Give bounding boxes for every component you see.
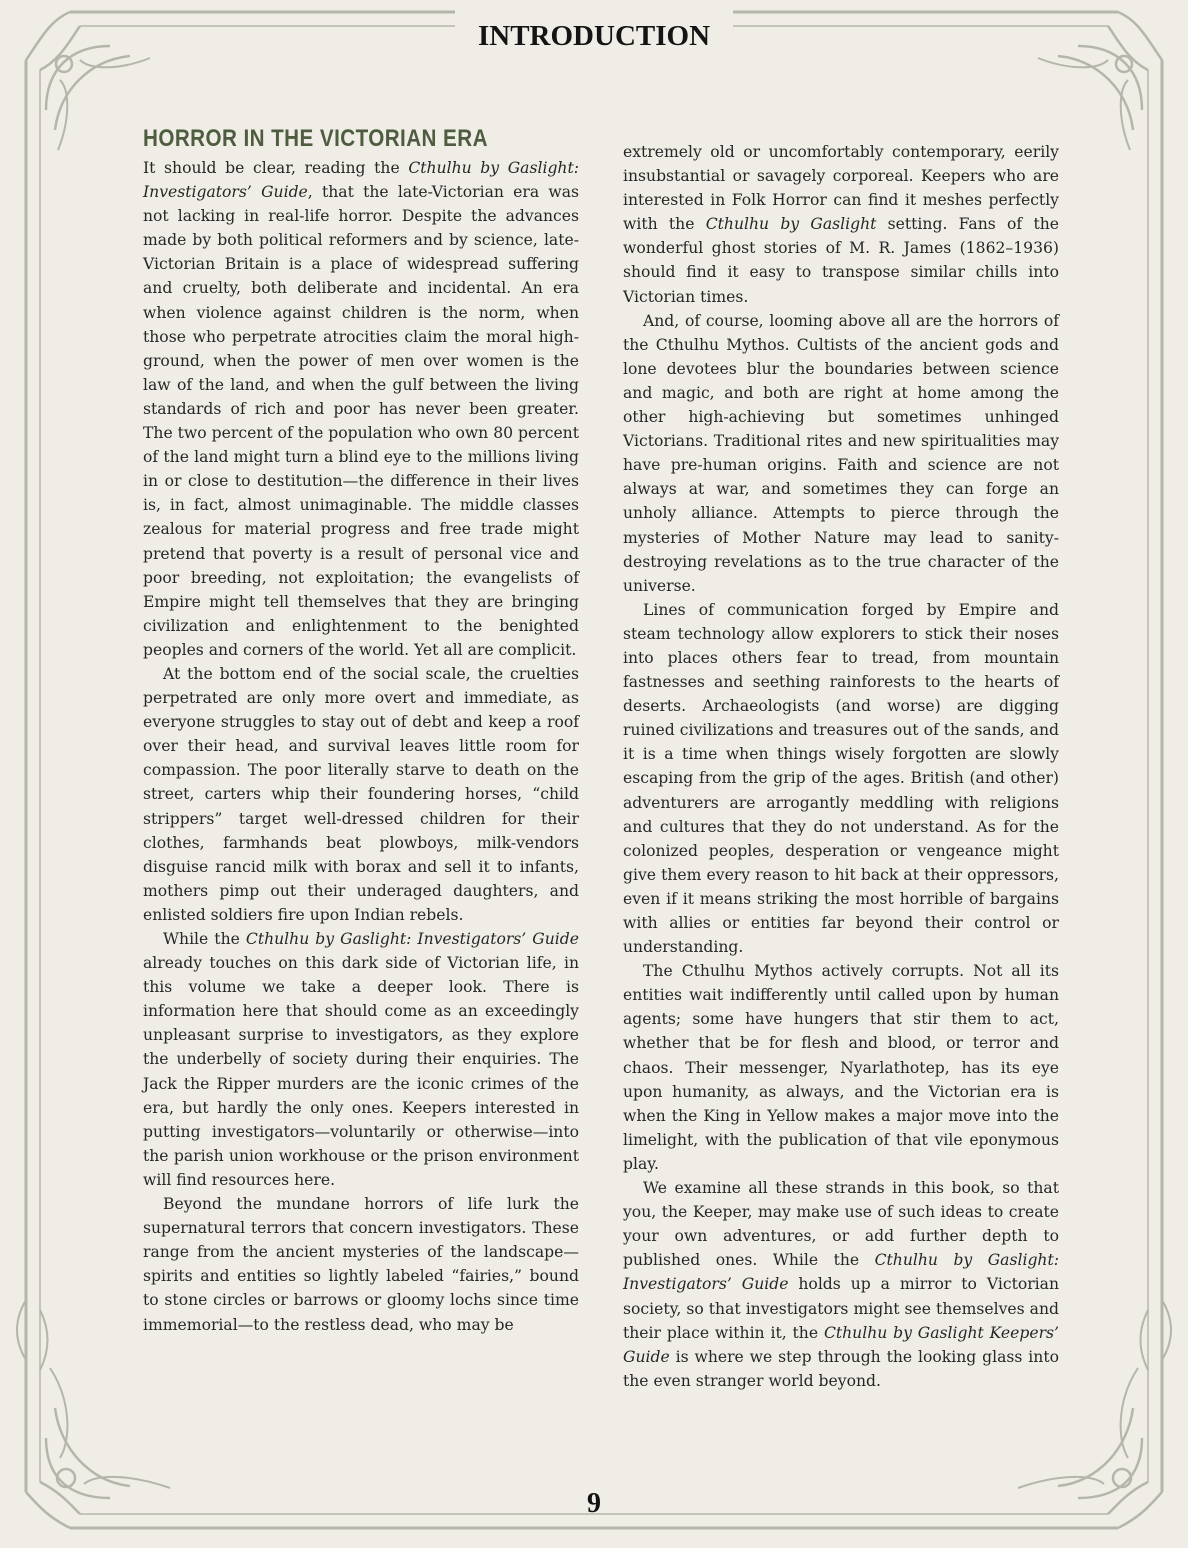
right-column bbox=[623, 140, 1059, 1393]
paragraph-1: It should be clear, reading the Cthulhu by Gaslight: Investigators’ Guide, that the late-Victorian era was not lacking in real-life horror. Despite the advances made by both political reformers and by science, late-Victorian Britain is a place of widespread suffering and cruelty, both deliberate and incidental. An era when violence against children is the norm, when those who perpetrate atrocities claim the moral high-ground, when the power of men over women is the law of the land, and when the gulf between the living standards of rich and poor has never been greater. The two percent of the population who own 80 percent of the land might turn a blind eye to the millions living in or close to destitution—the difference in their lives is, in fact, almost unimaginable. The middle classes zealous for material progress and free trade might pretend that poverty is a result of personal vice and poor breeding, not exploitation; the evangelists of Empire might tell themselves that they are bringing civilization and enlightenment to the benighted peoples and corners of the world. Yet all are complicit. bbox=[143, 159, 579, 659]
chapter-title: INTRODUCTION bbox=[477, 20, 711, 52]
paragraph-2: At the bottom end of the social scale, the cruelties perpetrated are only more overt and immediate, as everyone struggles to stay out of debt and keep a roof over their head, and survival leaves little room for compassion. The poor literally starve to death on the street, carters whip their foundering horses, “child strippers” target well-dressed children for their clothes, farmhands beat plowboys, milk-vendors disguise rancid milk with borax and sell it to infants, mothers pimp out their underaged daughters, and enlisted soldiers fire upon Indian rebels. bbox=[143, 664, 579, 924]
left-column bbox=[143, 124, 579, 1337]
side-ornament-right bbox=[1141, 1300, 1172, 1370]
paragraph-9: We examine all these strands in this book, so that you, the Keeper, may make use of such ideas to create your own adventures, or add further depth to published ones. While the Cthulhu by Gaslight: Investigators’ Guide holds up a mirror to Victorian society, so that investigators might see themselves and their place within it, the Cthulhu by Gaslight Keepers’ Guide is where we step through the looking glass into the even stranger world beyond. bbox=[623, 1179, 1060, 1390]
paragraph-4: Beyond the mundane horrors of life lurk the supernatural terrors that concern investigators. These range from the ancient mysteries of the landscape—spirits and entities so lightly labeled “fairies,” bound to stone circles or barrows or gloomy lochs since time immemorial—to the restless dead, who may be bbox=[143, 1195, 579, 1334]
page-number: 9 bbox=[587, 1488, 601, 1519]
section-heading: HORROR IN THE VICTORIAN ERA bbox=[143, 125, 488, 152]
paragraph-3: While the Cthulhu by Gaslight: Investigators’ Guide already touches on this dark side of Victorian life, in this volume we take a deeper look. There is information here that should come as an exceedingly unpleasant surprise to investigators, as they explore the underbelly of society during their enquiries. The Jack the Ripper murders are the iconic crimes of the era, but hardly the only ones. Keepers interested in putting investigators—voluntarily or otherwise—into the parish union workhouse or the prison environment will find resources here. bbox=[143, 930, 579, 1189]
paragraph-6: And, of course, looming above all are the horrors of the Cthulhu Mythos. Cultists of the ancient gods and lone devotees blur the boundaries between science and magic, and both are right at home among the other high-achieving but sometimes unhinged Victorians. Traditional rites and new spiritualities may have pre-human origins. Faith and science are not always at war, and sometimes they can forge an unholy alliance. Attempts to pierce through the mysteries of Mother Nature may lead to sanity-destroying revelations as to the true character of the universe. bbox=[623, 311, 1059, 595]
side-ornament-left bbox=[17, 1300, 48, 1370]
paragraph-8: The Cthulhu Mythos actively corrupts. Not all its entities wait indifferently until called upon by human agents; some have hungers that stir them to act, whether that be for flesh and blood, or terror and chaos. Their messenger, Nyarlathotep, has its eye upon humanity, as always, and the Victorian era is when the King in Yellow makes a major move into the limelight, with the publication of that vile eponymous play. bbox=[623, 962, 1059, 1173]
paragraph-7: Lines of communication forged by Empire and steam technology allow explorers to stick their noses into places others fear to tread, from mountain fastnesses and seething rainforests to the hearts of deserts. Archaeologists (and worse) are digging ruined civilizations and treasures out of the sands, and it is a time when things wisely forgotten are slowly escaping from the grip of the ages. British (and other) adventurers are arrogantly meddling with religions and cultures that they do not understand. As for the colonized peoples, desperation or vengeance might give them every reason to hit back at their oppressors, even if it means striking the most horrible of bargains with allies or entities far beyond their control or understanding. bbox=[623, 600, 1059, 957]
paragraph-5: extremely old or uncomfortably contemporary, eerily insubstantial or savagely corporeal. Keepers who are interested in Folk Horror can find it meshes perfectly with the Cthulhu by Gaslight setting. Fans of the wonderful ghost stories of M. R. James (1862–1936) should find it easy to transpose similar chills into Victorian times. bbox=[623, 143, 1059, 306]
